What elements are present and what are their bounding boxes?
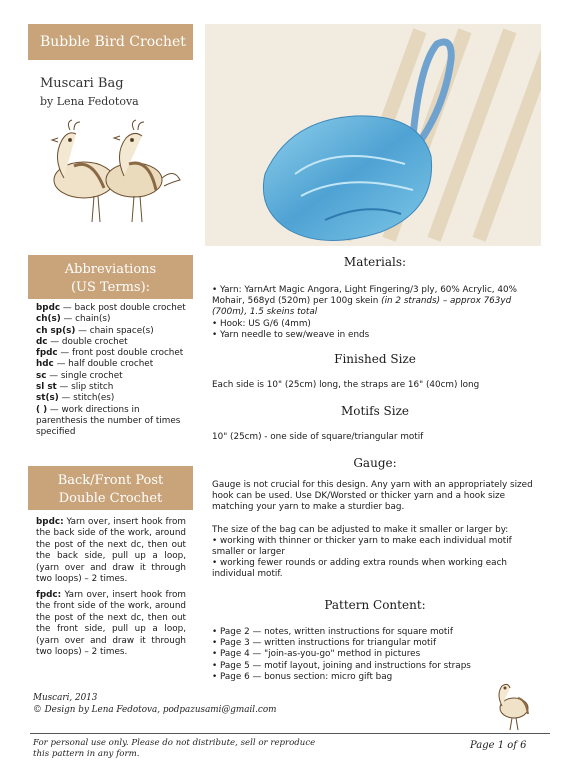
finished-size-text: Each side is 10" (25cm) long, the straps are 16" (40cm) long [212, 380, 480, 390]
abbreviations-list [36, 303, 186, 439]
gauge-heading: Gauge: [353, 456, 397, 470]
abbr-item: dc — double crochet [36, 336, 128, 347]
abbr-item: hdc — half double crochet [36, 359, 154, 370]
abbr-item: ( ) — work directions in parenthesis the number of times specified [36, 404, 181, 438]
fpdc-instructions: fpdc: Yarn over, insert hook from the front side of the work, around the post of the next dc, then out the front side, pull up a loop, (yarn over and draw it through two loops) – 2 times. [36, 590, 186, 658]
abbreviations-heading [28, 255, 193, 299]
gauge-paragraph: Gauge is not crucial for this design. Any yarn with an appropriately sized hook can be used. Use DK/Worsted or thicker yarn and a hook size matching your yarn to make a sturdier bag. [212, 480, 533, 513]
bag-photo [205, 24, 541, 246]
pattern-content-item: • Page 5 — motif layout, joining and instructions for straps [212, 661, 544, 672]
footer-disclaimer: For personal use only. Please do not distribute, sell or reproduce this pattern in any form. [33, 738, 316, 759]
pattern-content-item: • Page 2 — notes, written instructions for square motif [212, 627, 544, 638]
post-stitches-heading [28, 466, 193, 510]
abbr-item: ch sp(s) — chain space(s) [36, 325, 154, 336]
small-bird-icon [488, 680, 538, 732]
abbr-item: ch(s) — chain(s) [36, 314, 111, 325]
footer-year: Muscari, 2013 [33, 693, 98, 703]
pattern-content-heading: Pattern Content: [324, 598, 426, 612]
materials-yarn: • Yarn: YarnArt Magic Angora, Light Fingering/3 ply, 60% Acrylic, 40% Mohair, 568yd (520m) per 100g skein (in 2 strands) – approx 763yd (700m), 1.5 skeins total [212, 285, 544, 319]
bpdc-instructions: bpdc: Yarn over, insert hook from the back side of the work, around the post of the next dc, then out the back side, pull up a loop, (yarn over and draw it through two loops) – 2 times. [36, 517, 186, 585]
materials-list [212, 285, 544, 341]
pattern-content-item: • Page 6 — bonus section: micro gift bag [212, 672, 544, 683]
pattern-content-list [212, 627, 544, 683]
finished-size-heading: Finished Size [334, 352, 416, 366]
post-stitches-heading-line2: Double Crochet [58, 491, 163, 506]
left-header [28, 24, 193, 237]
footer-copyright: © Design by Lena Fedotova, podpazusami@gmail.com [33, 705, 277, 715]
abbr-item: fpdc — front post double crochet [36, 348, 184, 359]
abbr-item: sl st — slip stitch [36, 382, 114, 393]
post-stitches-heading-line1: Back/Front Post [57, 473, 164, 488]
abbreviations-heading-line1: Abbreviations [64, 262, 157, 277]
gauge-bullet: • working fewer rounds or adding extra rounds when working each individual motif. [212, 558, 544, 580]
motifs-size-heading: Motifs Size [340, 404, 410, 418]
pattern-content-item: • Page 3 — written instructions for triangular motif [212, 638, 544, 649]
gauge-section [212, 480, 544, 581]
gauge-bullet: • working with thinner or thicker yarn to make each individual motif smaller or larger [212, 536, 544, 558]
abbreviations-heading-line2: (US Terms): [70, 280, 151, 295]
birds-illustration [34, 118, 184, 233]
pattern-title: Muscari Bag [40, 76, 124, 91]
brand-banner: Bubble Bird Crochet [28, 24, 193, 60]
abbr-item: st(s) — stitch(es) [36, 393, 115, 404]
motifs-size-text: 10" (25cm) - one side of square/triangular motif [212, 432, 424, 442]
page-number: Page 1 of 6 [470, 740, 527, 751]
abbr-item: bpdc — back post double crochet [36, 303, 186, 313]
gauge-adjust-intro: The size of the bag can be adjusted to make it smaller or larger by: [212, 524, 509, 535]
materials-hook: • Hook: US G/6 (4mm) [212, 319, 544, 330]
footer-divider [30, 733, 550, 734]
footer-credits [33, 692, 276, 716]
pattern-author: by Lena Fedotova [40, 95, 139, 108]
pattern-content-item: • Page 4 — "join-as-you-go" method in pictures [212, 649, 544, 660]
materials-needle: • Yarn needle to sew/weave in ends [212, 330, 544, 341]
abbr-item: sc — single crochet [36, 370, 123, 381]
materials-heading: Materials: [343, 255, 407, 269]
